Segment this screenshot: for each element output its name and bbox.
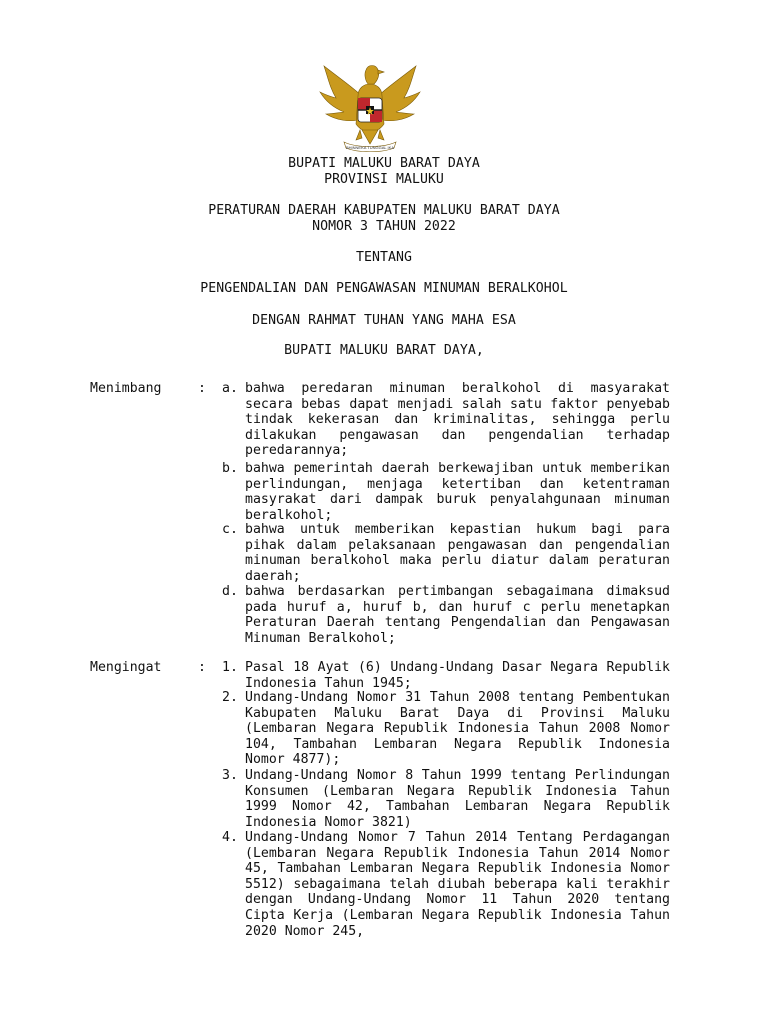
menimbang-marker-c: c. (222, 522, 238, 537)
menimbang-item-a: bahwa peredaran minuman beralkohol di masyarakat secara bebas dapat menjadi salah satu faktor penyebab tindak kekerasan dan kriminalitas, sehingga perlu dilakukan pengawasan dan pengendalian terhadap peredarannya; (245, 381, 670, 459)
menimbang-item-d: bahwa berdasarkan pertimbangan sebagaimana dimaksud pada huruf a, huruf b, dan huruf c perlu menetapkan Peraturan Daerah tentang Pengendalian dan Pengawasan Minuman Beralkohol; (245, 584, 670, 646)
emblem-motto: BHINNEKA TUNGGAL IKA (345, 145, 395, 150)
mengingat-colon: : (198, 660, 206, 675)
menimbang-colon: : (198, 381, 206, 396)
tentang-heading: TENTANG (356, 250, 412, 265)
regulation-number: NOMOR 3 TAHUN 2022 (312, 219, 456, 234)
menimbang-marker-d: d. (222, 584, 238, 599)
mengingat-item-3: Undang-Undang Nomor 8 Tahun 1999 tentang Perlindungan Konsumen (Lembaran Negara Republik Indonesia Tahun 1999 Nomor 42, Tambahan Lembaran Negara Republik Indonesia Nomor 3821) (245, 768, 670, 830)
garuda-pancasila-emblem-icon (314, 58, 426, 154)
regulation-title: PERATURAN DAERAH KABUPATEN MALUKU BARAT DAYA (208, 203, 560, 218)
menimbang-item-c: bahwa untuk memberikan kepastian hukum bagi para pihak dalam pelaksanaan pengawasan dan pengendalian minuman beralkohol maka perlu diatur dalam peraturan daerah; (245, 522, 670, 584)
province-title: PROVINSI MALUKU (324, 172, 444, 187)
blessing-line: DENGAN RAHMAT TUHAN YANG MAHA ESA (252, 313, 516, 328)
menimbang-label: Menimbang (90, 381, 162, 396)
regulation-subject: PENGENDALIAN DAN PENGAWASAN MINUMAN BERALKOHOL (200, 281, 568, 296)
menimbang-marker-b: b. (222, 461, 238, 476)
regent-signatory: BUPATI MALUKU BARAT DAYA, (284, 343, 484, 358)
mengingat-item-1: Pasal 18 Ayat (6) Undang-Undang Dasar Negara Republik Indonesia Tahun 1945; (245, 660, 670, 691)
mengingat-marker-1: 1. (222, 660, 238, 675)
mengingat-marker-4: 4. (222, 830, 238, 845)
mengingat-marker-3: 3. (222, 768, 238, 783)
regent-title: BUPATI MALUKU BARAT DAYA (288, 156, 480, 171)
mengingat-marker-2: 2. (222, 690, 238, 705)
mengingat-item-2: Undang-Undang Nomor 31 Tahun 2008 tentang Pembentukan Kabupaten Maluku Barat Daya di Provinsi Maluku (Lembaran Negara Republik Indonesia Tahun 2008 Nomor 104, Tambahan Lembaran Negara Republik Indonesia Nomor 4877); (245, 690, 670, 768)
menimbang-marker-a: a. (222, 381, 238, 396)
mengingat-label: Mengingat (90, 660, 162, 675)
menimbang-item-b: bahwa pemerintah daerah berkewajiban untuk memberikan perlindungan, menjaga ketertiban dan ketentraman masyrakat dari dampak buruk penyalahgunaan minuman beralkohol; (245, 461, 670, 523)
mengingat-item-4: Undang-Undang Nomor 7 Tahun 2014 Tentang Perdagangan (Lembaran Negara Republik Indonesia Tahun 2014 Nomor 45, Tambahan Lembaran Negara Republik Indonesia Nomor 5512) sebagaimana telah diubah beberapa kali terakhir dengan Undang-Undang Nomor 11 Tahun 2020 tentang Cipta Kerja (Lembaran Negara Republik Indonesia Tahun 2020 Nomor 245, (245, 830, 670, 939)
